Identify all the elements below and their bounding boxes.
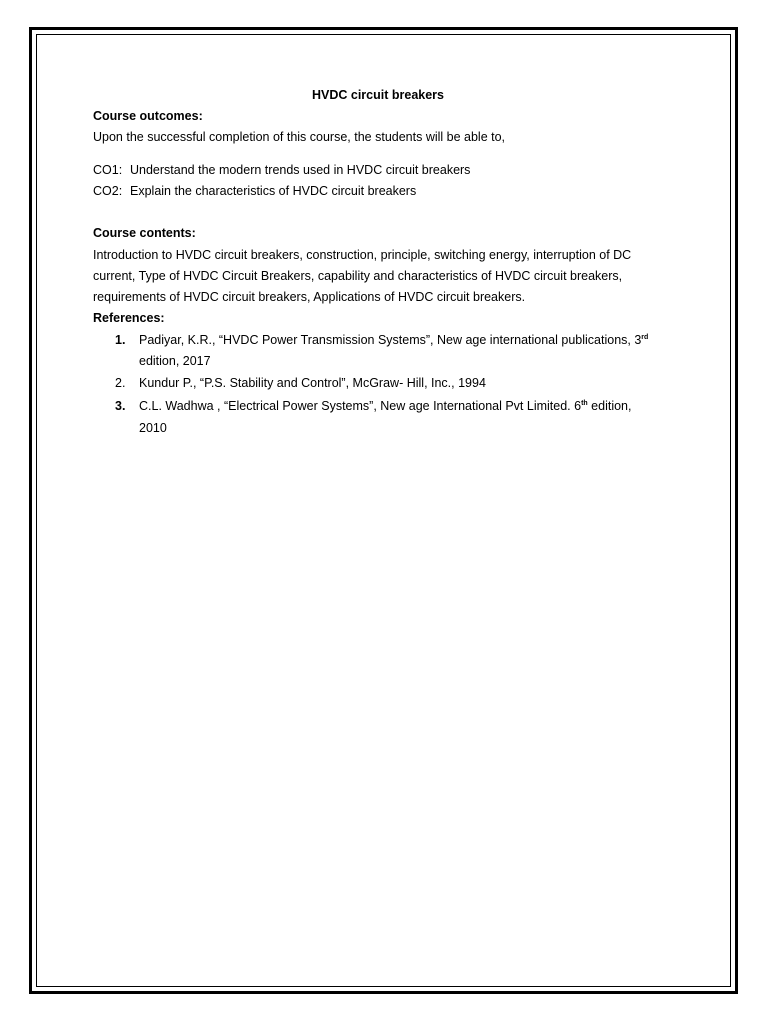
outcome-item bbox=[93, 160, 470, 181]
outcome-text: Explain the characteristics of HVDC circuit breakers bbox=[130, 184, 417, 198]
reference-text bbox=[139, 396, 631, 417]
outcome-text: Understand the modern trends used in HVDC circuit breakers bbox=[130, 163, 471, 177]
reference-number: 1. bbox=[115, 333, 126, 347]
reference-line-2: 2010 bbox=[139, 421, 167, 435]
reference-superscript: rd bbox=[641, 334, 649, 341]
reference-number: 3. bbox=[115, 399, 126, 413]
reference-text: Kundur P., “P.S. Stability and Control”, McGraw- Hill, Inc., 1994 bbox=[139, 376, 486, 390]
reference-line-2: edition, 2017 bbox=[139, 354, 211, 368]
contents-heading: Course contents: bbox=[93, 226, 196, 240]
reference-line-tail: edition, bbox=[587, 399, 632, 413]
outcome-label: CO1: bbox=[93, 163, 123, 177]
contents-line: current, Type of HVDC Circuit Breakers, capability and characteristics of HVDC circuit breakers, bbox=[93, 269, 623, 283]
reference-line: Padiyar, K.R., “HVDC Power Transmission Systems”, New age international publications, 3 bbox=[139, 333, 642, 347]
contents-line: Introduction to HVDC circuit breakers, construction, principle, switching energy, interruption of DC bbox=[93, 248, 632, 262]
reference-line: C.L. Wadhwa , “Electrical Power Systems”, New age International Pvt Limited. 6 bbox=[139, 399, 582, 413]
outcomes-intro: Upon the successful completion of this course, the students will be able to, bbox=[93, 130, 506, 144]
outcome-item bbox=[93, 181, 416, 202]
contents-line: requirements of HVDC circuit breakers, Applications of HVDC circuit breakers. bbox=[93, 290, 526, 304]
reference-number: 2. bbox=[115, 376, 126, 390]
reference-superscript: th bbox=[581, 400, 588, 407]
reference-text bbox=[139, 330, 648, 351]
outcomes-heading: Course outcomes: bbox=[93, 109, 203, 123]
references-heading: References: bbox=[93, 311, 165, 325]
document-title: HVDC circuit breakers bbox=[311, 88, 444, 102]
outcome-label: CO2: bbox=[93, 184, 123, 198]
